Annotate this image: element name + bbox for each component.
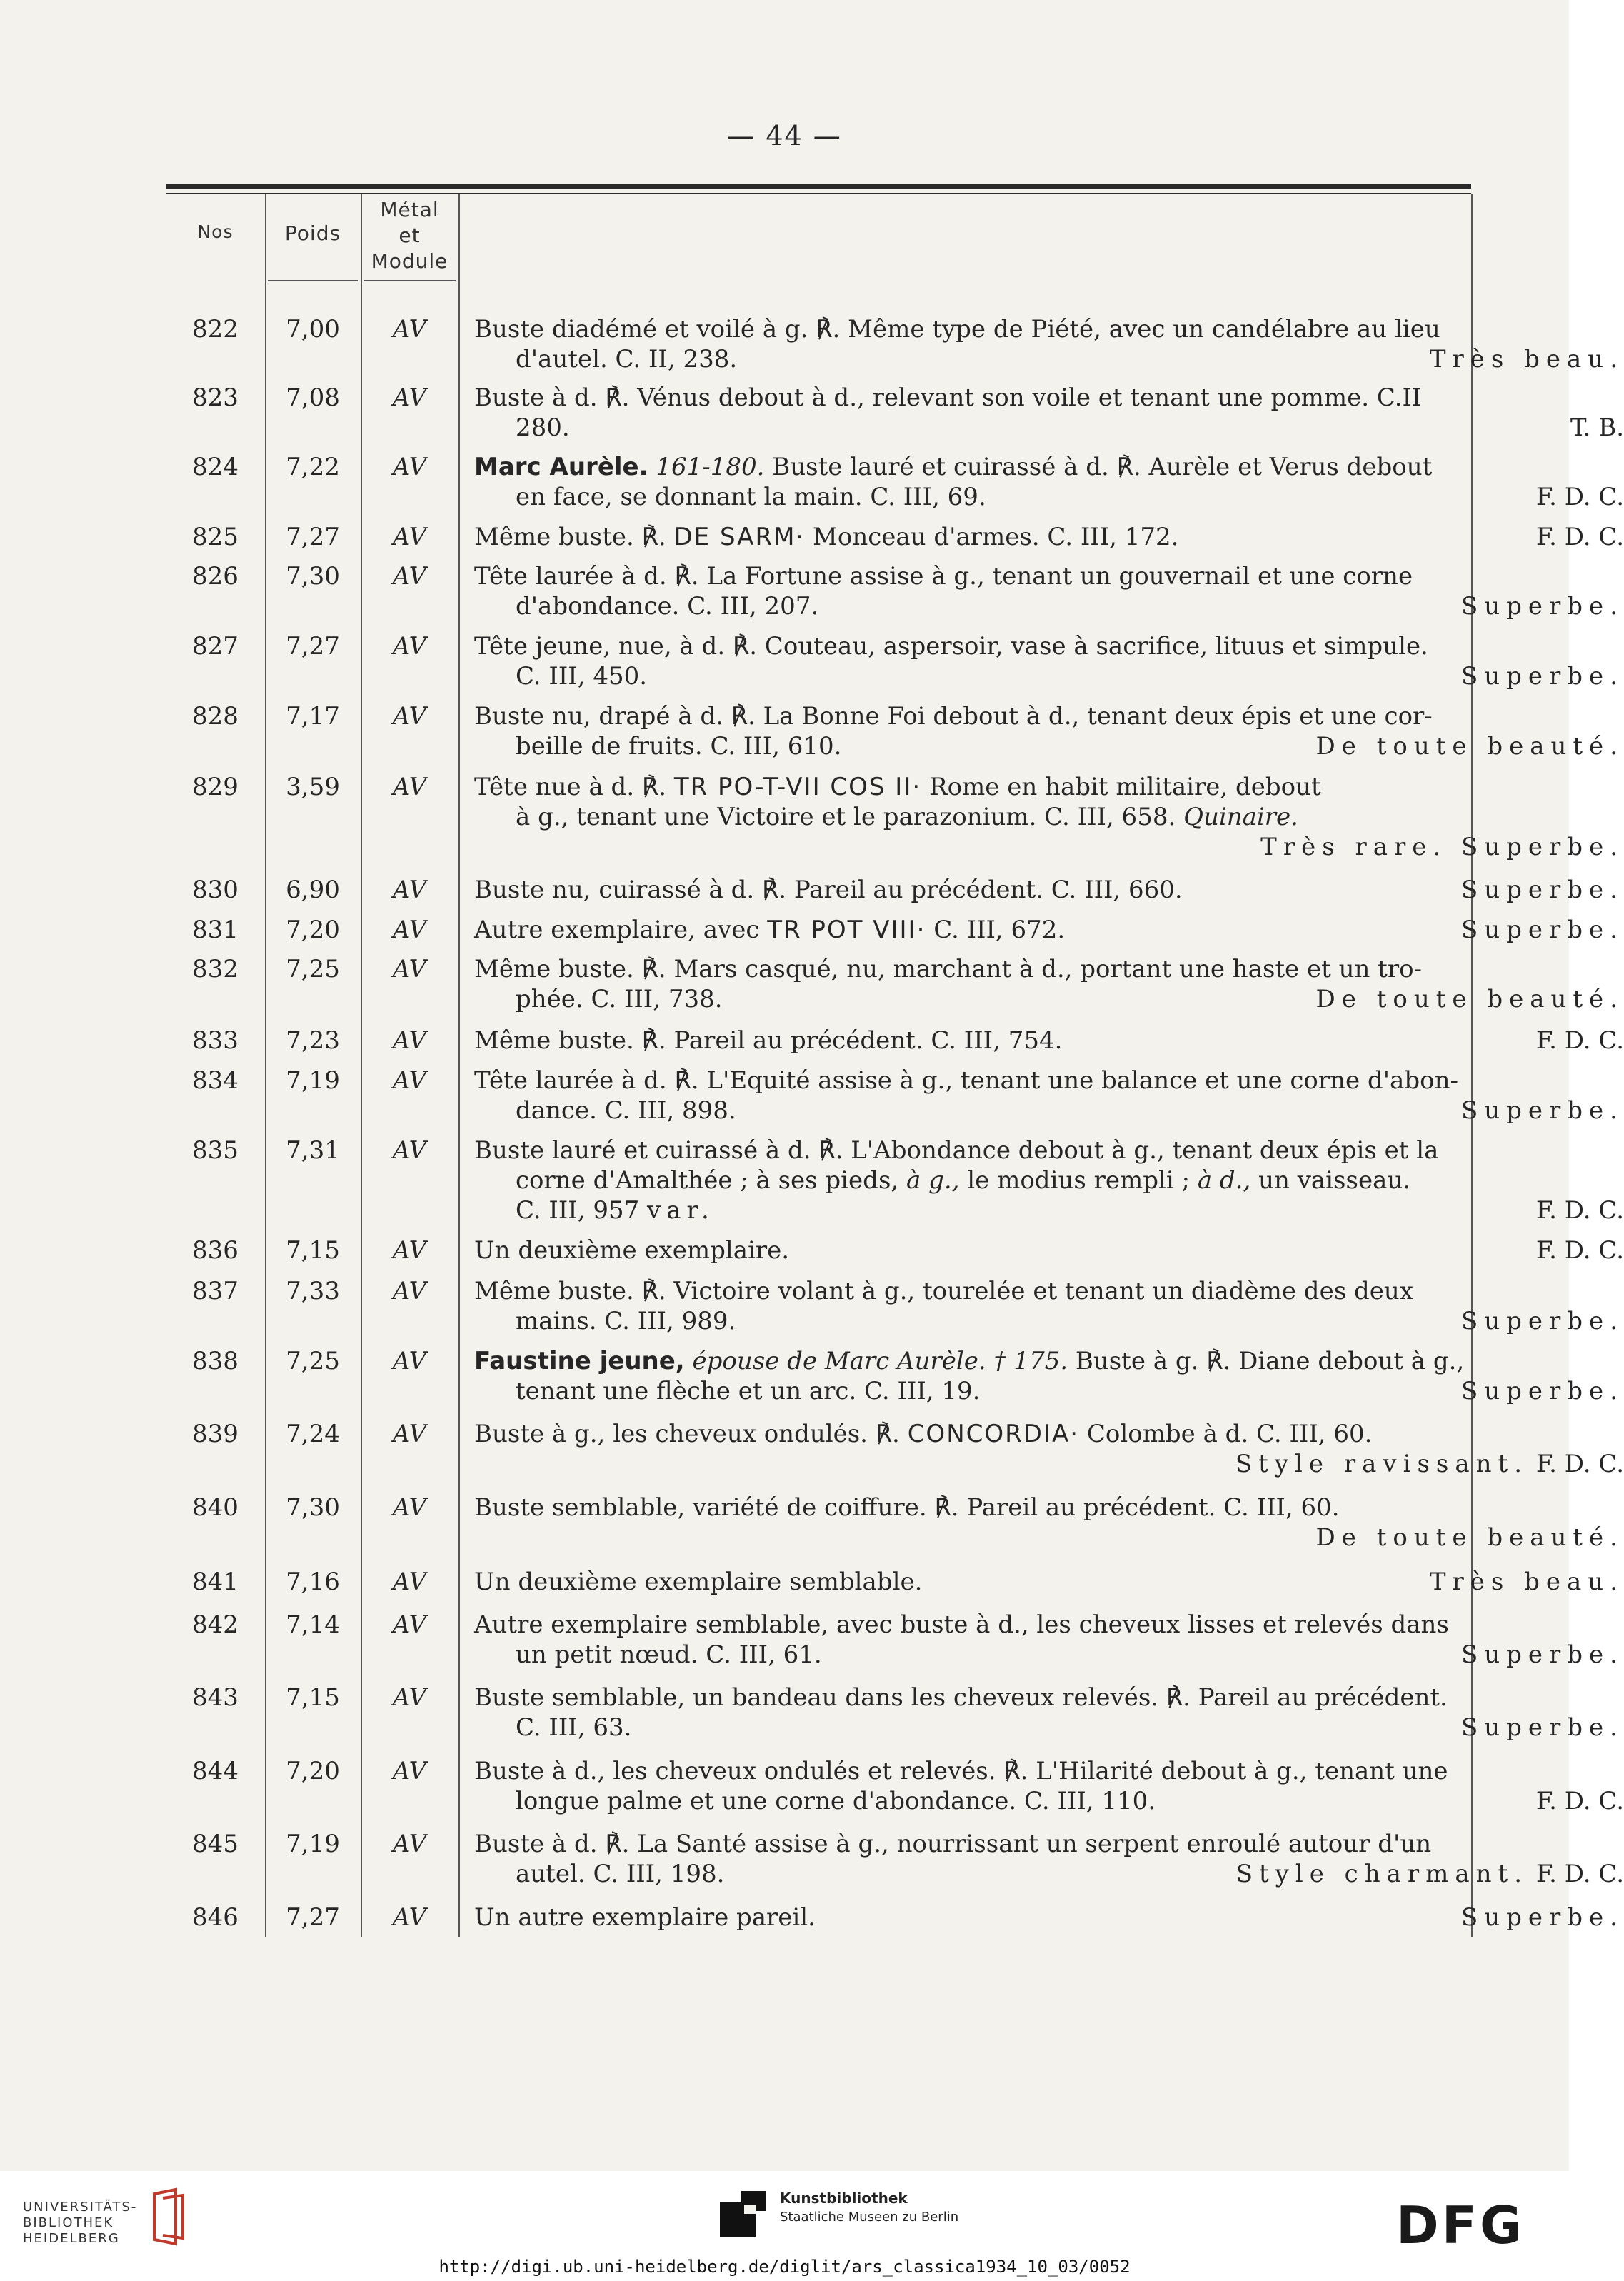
library-logo-line: HEIDELBERG (23, 2231, 120, 2246)
lot-description (474, 772, 1624, 862)
lot-metal: AV (392, 1903, 427, 1932)
lot-weight: 7,27 (286, 523, 340, 551)
lot-description (474, 701, 1624, 761)
column-header-metal (361, 197, 458, 274)
lot-metal: AV (392, 1683, 427, 1712)
lot-description (474, 1419, 1624, 1479)
grade: De toute beauté. (1315, 985, 1624, 1013)
desc-text: C. III, 672. (933, 916, 1066, 944)
desc-text: le modius rempli ; (967, 1166, 1190, 1195)
coin-legend: DE SARM· (673, 523, 806, 551)
lot-metal: AV (392, 1610, 427, 1639)
desc-text: Tête jeune, nue, à d. ℟. Couteau, aspersoir, vase à sacrifice, lituus et simpule. (474, 632, 1428, 661)
lot-description (474, 1829, 1624, 1889)
lot-metal: AV (392, 1830, 427, 1858)
lot-weight: 7,30 (286, 562, 340, 591)
library-logo-line: UNIVERSITÄTS- (23, 2200, 138, 2215)
desc-text: mains. C. III, 989. (516, 1307, 736, 1335)
grade: Superbe. (1460, 876, 1624, 904)
desc-text: corne d'Amalthée ; à ses pieds, (516, 1166, 899, 1195)
table-top-rule (166, 184, 1471, 189)
grade: Superbe. (1460, 1096, 1624, 1125)
grade: F. D. C. (1535, 1860, 1624, 1888)
grade-group (1236, 1859, 1624, 1889)
lot-metal: AV (392, 315, 427, 344)
coin-legend: TR PO-T-VII COS II· (673, 773, 922, 801)
lot-weight: 7,31 (286, 1136, 340, 1165)
desc-text: un petit nœud. C. III, 61. (516, 1640, 822, 1669)
header-underline (364, 280, 456, 281)
lot-metal: AV (392, 562, 427, 591)
lot-metal: AV (392, 1757, 427, 1785)
desc-text: Même buste. ℟. (474, 523, 666, 551)
lot-metal: AV (392, 1493, 427, 1522)
lot-weight: 7,20 (286, 1757, 340, 1785)
desc-text: dance. C. III, 898. (516, 1096, 736, 1125)
desc-text: C. III, 957 (516, 1196, 640, 1225)
coin-legend: CONCORDIA· (907, 1420, 1080, 1448)
lot-number: 827 (192, 632, 239, 661)
grade: Superbe. (1460, 1903, 1624, 1932)
lot-description (474, 452, 1624, 512)
lot-metal: AV (392, 523, 427, 551)
desc-text: Colombe à d. C. III, 60. (1086, 1420, 1373, 1448)
desc-text: Un deuxième exemplaire semblable. (474, 1568, 923, 1596)
lot-number: 831 (192, 916, 239, 944)
lot-metal: AV (392, 383, 427, 412)
desc-text: Buste à d. ℟. La Santé assise à g., nourrissant un serpent enroulé autour d'un (474, 1830, 1432, 1858)
kunstbibliothek-subtitle: Staatliche Museen zu Berlin (780, 2210, 959, 2225)
desc-text: beille de fruits. C. III, 610. (516, 732, 842, 761)
lot-description (474, 1136, 1624, 1225)
lot-description (474, 1026, 1624, 1056)
lot-number: 830 (192, 876, 239, 904)
dfg-logo[interactable]: DFG (1396, 2195, 1525, 2255)
lot-number: 844 (192, 1757, 239, 1785)
grade: F. D. C. (1535, 1787, 1624, 1815)
lot-weight: 3,59 (286, 773, 340, 801)
ruler-dates: † 175. (993, 1347, 1068, 1375)
lot-metal: AV (392, 1136, 427, 1165)
desc-text: 280. (516, 413, 570, 442)
lot-weight: 7,27 (286, 632, 340, 661)
grade: De toute beauté. (1315, 1523, 1624, 1552)
ruler-dates: 161-180. (656, 453, 765, 481)
lot-number: 824 (192, 453, 239, 481)
desc-text: à g., tenant une Victoire et le parazonium. C. III, 658. (516, 803, 1176, 831)
source-url-link[interactable]: http://digi.ub.uni-heidelberg.de/diglit/ars_classica1934_10_03/0052 (438, 2257, 1131, 2277)
grade: Superbe. (1460, 662, 1624, 691)
lot-number: 845 (192, 1830, 239, 1858)
lot-description (474, 1066, 1624, 1126)
lot-number: 841 (192, 1568, 239, 1596)
lot-description (474, 915, 1624, 945)
grade: F. D. C. (1535, 523, 1624, 551)
lot-number: 822 (192, 315, 239, 344)
desc-text: Buste semblable, un bandeau dans les cheveux relevés. ℟. Pareil au précédent. (474, 1683, 1448, 1712)
lot-weight: 7,14 (286, 1610, 340, 1639)
lot-weight: 7,15 (286, 1683, 340, 1712)
lot-metal: AV (392, 955, 427, 983)
lot-number: 825 (192, 523, 239, 551)
desc-text: Tête laurée à d. ℟. La Fortune assise à g., tenant un gouvernail et une corne (474, 562, 1413, 591)
desc-text: Buste lauré et cuirassé à d. ℟. L'Abondance debout à g., tenant deux épis et la (474, 1136, 1439, 1165)
lot-description (474, 631, 1624, 691)
desc-text: Buste diadémé et voilé à g. ℟. Même type de Piété, avec un candélabre au lieu (474, 315, 1440, 344)
lot-weight: 7,08 (286, 383, 340, 412)
desc-italic: à g., (906, 1166, 960, 1195)
desc-text: un vaisseau. (1258, 1166, 1411, 1195)
grade: F. D. C. (1535, 483, 1624, 511)
desc-text: d'autel. C. II, 238. (516, 345, 738, 374)
lot-number: 829 (192, 773, 239, 801)
desc-text: Buste lauré et cuirassé à d. ℟. Aurèle et Verus debout (772, 453, 1433, 481)
lot-metal: AV (392, 1568, 427, 1596)
library-logo-line: BIBLIOTHEK (23, 2215, 114, 2230)
grade: F. D. C. (1535, 1026, 1624, 1055)
desc-text: Même buste. ℟. Mars casqué, nu, marchant à d., portant une haste et un tro- (474, 955, 1423, 983)
column-header-poids: Poids (284, 221, 341, 245)
grade: Superbe. (1460, 592, 1624, 621)
grade: Superbe. (1460, 1377, 1624, 1405)
lot-metal: AV (392, 773, 427, 801)
lot-metal: AV (392, 1066, 427, 1095)
lot-number: 846 (192, 1903, 239, 1932)
coin-legend: TR POT VIII· (767, 916, 926, 944)
lot-description (474, 1346, 1624, 1406)
grade: Superbe. (1460, 1307, 1624, 1335)
desc-text: Même buste. ℟. Victoire volant à g., tourelée et tenant un diadème des deux (474, 1277, 1413, 1305)
desc-italic: à d., (1197, 1166, 1251, 1195)
page-number: — 44 — (727, 120, 842, 151)
lot-weight: 7,22 (286, 453, 340, 481)
lot-weight: 7,19 (286, 1066, 340, 1095)
desc-text: Buste à d. ℟. Vénus debout à d., relevant son voile et tenant une pomme. C.II (474, 383, 1422, 412)
lot-number: 836 (192, 1236, 239, 1265)
lot-description (474, 1610, 1624, 1670)
ruler-title: épouse de Marc Aurèle. (692, 1347, 986, 1375)
library-logo[interactable] (23, 2200, 137, 2247)
desc-text: C. III, 450. (516, 662, 648, 691)
grade: Très rare. Superbe. (1260, 833, 1624, 861)
lot-weight: 7,27 (286, 1903, 340, 1932)
grade: Superbe. (1460, 916, 1624, 944)
desc-text: Buste à g. ℟. Diane debout à g., (1075, 1347, 1465, 1375)
lot-weight: 7,24 (286, 1420, 340, 1448)
desc-text: Autre exemplaire semblable, avec buste à d., les cheveux lisses et relevés dans (474, 1610, 1449, 1639)
lot-weight: 7,25 (286, 955, 340, 983)
desc-text: Buste à g., les cheveux ondulés. ℟. (474, 1420, 900, 1448)
style-note: Style ravissant. (1235, 1450, 1528, 1478)
desc-text: d'abondance. C. III, 207. (516, 592, 819, 621)
grade: T. B. (1570, 413, 1624, 442)
lot-weight: 6,90 (286, 876, 340, 904)
lot-number: 843 (192, 1683, 239, 1712)
lot-metal: AV (392, 632, 427, 661)
lot-metal: AV (392, 1236, 427, 1265)
desc-text: tenant une flèche et un arc. C. III, 19. (516, 1377, 981, 1405)
lot-metal: AV (392, 453, 427, 481)
lot-metal: AV (392, 916, 427, 944)
kunstbibliothek-title: Kunstbibliothek (780, 2190, 908, 2207)
lot-weight: 7,16 (286, 1568, 340, 1596)
header-metal-line: Module (371, 249, 448, 273)
lot-number: 833 (192, 1026, 239, 1055)
lot-description (474, 875, 1624, 905)
lot-metal: AV (392, 1277, 427, 1305)
lot-number: 828 (192, 702, 239, 731)
lot-description (474, 1683, 1624, 1743)
lot-description (474, 383, 1624, 443)
lot-number: 838 (192, 1347, 239, 1375)
grade: F. D. C. (1535, 1450, 1624, 1478)
lot-weight: 7,25 (286, 1347, 340, 1375)
lot-description (474, 1493, 1624, 1553)
grade: Très beau. (1429, 345, 1624, 374)
header-metal-line: Métal (380, 198, 439, 221)
grade: Superbe. (1460, 1640, 1624, 1669)
grade: Très beau. (1429, 1568, 1624, 1596)
desc-text: Autre exemplaire, avec (474, 916, 760, 944)
grade: F. D. C. (1535, 1196, 1624, 1225)
desc-text: C. III, 63. (516, 1713, 632, 1742)
desc-text: Un deuxième exemplaire. (474, 1236, 790, 1265)
lot-number: 837 (192, 1277, 239, 1305)
coin-type: Quinaire. (1183, 803, 1298, 831)
ruler-name: Marc Aurèle. (474, 453, 648, 481)
lot-metal: AV (392, 1420, 427, 1448)
lot-weight: 7,30 (286, 1493, 340, 1522)
lot-weight: 7,23 (286, 1026, 340, 1055)
lot-description (474, 561, 1624, 621)
desc-text: Tête nue à d. ℟. (474, 773, 666, 801)
header-underline (268, 280, 358, 281)
desc-text: Buste semblable, variété de coiffure. ℟. Pareil au précédent. C. III, 60. (474, 1493, 1340, 1522)
lot-weight: 7,15 (286, 1236, 340, 1265)
desc-text: phée. C. III, 738. (516, 985, 723, 1013)
lot-description (474, 314, 1624, 374)
lot-number: 835 (192, 1136, 239, 1165)
lot-description (474, 1276, 1624, 1336)
ruler-name: Faustine jeune, (474, 1347, 685, 1375)
desc-text: Buste nu, cuirassé à d. ℟. Pareil au précédent. C. III, 660. (474, 876, 1183, 904)
lot-number: 839 (192, 1420, 239, 1448)
lot-weight: 7,33 (286, 1277, 340, 1305)
column-header-nos: Nos (197, 221, 234, 242)
lot-description (474, 522, 1624, 552)
lot-description (474, 1902, 1624, 1932)
lot-number: 840 (192, 1493, 239, 1522)
lot-weight: 7,19 (286, 1830, 340, 1858)
lot-metal: AV (392, 876, 427, 904)
header-metal-line: et (399, 224, 421, 247)
desc-text: Buste nu, drapé à d. ℟. La Bonne Foi debout à d., tenant deux épis et une cor- (474, 702, 1433, 731)
lot-number: 823 (192, 383, 239, 412)
desc-text: en face, se donnant la main. C. III, 69. (516, 483, 986, 511)
lot-number: 842 (192, 1610, 239, 1639)
grade: F. D. C. (1535, 1236, 1624, 1265)
lot-metal: AV (392, 1347, 427, 1375)
lot-description (474, 954, 1624, 1014)
desc-text: longue palme et une corne d'abondance. C. III, 110. (516, 1787, 1156, 1815)
library-emblem-icon (147, 2187, 190, 2247)
lot-description (474, 1235, 1624, 1265)
lot-number: 834 (192, 1066, 239, 1095)
lot-metal: AV (392, 702, 427, 731)
desc-text: Un autre exemplaire pareil. (474, 1903, 816, 1932)
style-note: Style charmant. (1235, 1860, 1528, 1888)
desc-text: Tête laurée à d. ℟. L'Equité assise à g., tenant une balance et une corne d'abon- (474, 1066, 1458, 1095)
column-divider (458, 194, 460, 1937)
grade: Superbe. (1460, 1713, 1624, 1742)
variant-mark: var. (647, 1196, 715, 1225)
lot-number: 832 (192, 955, 239, 983)
lot-number: 826 (192, 562, 239, 591)
grade: De toute beauté. (1315, 732, 1624, 761)
kunstbibliothek-credit[interactable] (780, 2190, 958, 2225)
desc-text: autel. C. III, 198. (516, 1860, 725, 1888)
lot-weight: 7,20 (286, 916, 340, 944)
lot-description (474, 1756, 1624, 1816)
desc-text: Rome en habit militaire, debout (928, 773, 1321, 801)
desc-text: Buste à d., les cheveux ondulés et relevés. ℟. L'Hilarité debout à g., tenant une (474, 1757, 1448, 1785)
lot-metal: AV (392, 1026, 427, 1055)
lot-description (474, 1567, 1624, 1597)
lot-weight: 7,17 (286, 702, 340, 731)
desc-text: Monceau d'armes. C. III, 172. (813, 523, 1179, 551)
desc-text: Même buste. ℟. Pareil au précédent. C. III, 754. (474, 1026, 1063, 1055)
lot-weight: 7,00 (286, 315, 340, 344)
kunstbibliothek-logo-icon (717, 2188, 768, 2240)
